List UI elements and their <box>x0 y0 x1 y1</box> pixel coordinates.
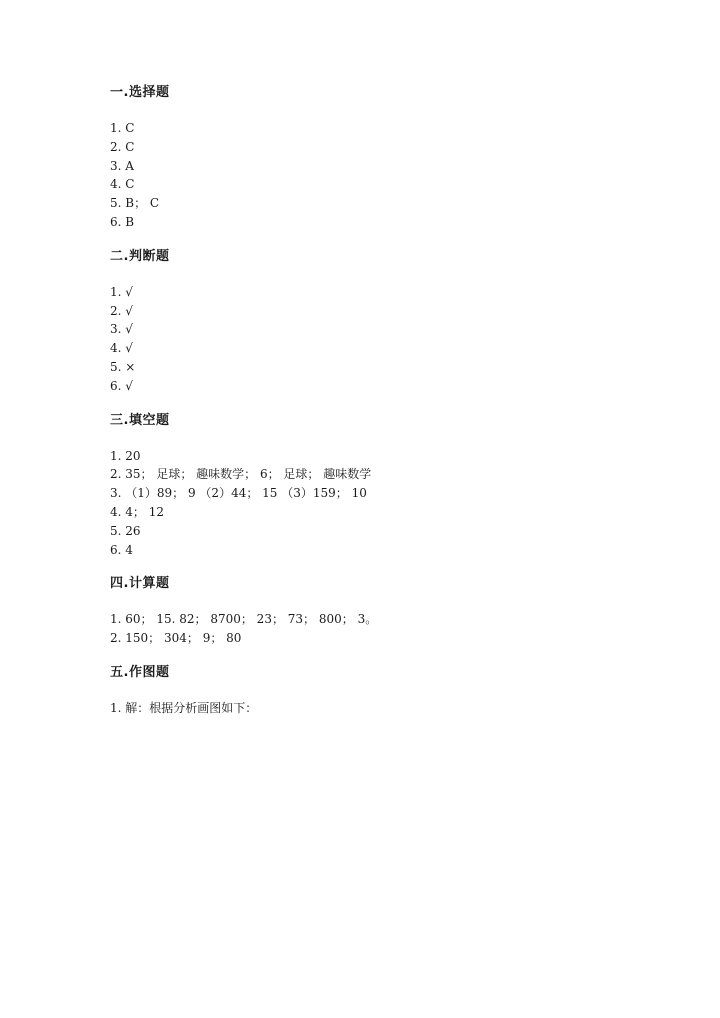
answer-list <box>110 699 670 718</box>
section-title: 五.作图题 <box>110 664 170 680</box>
answer-item: 3. √ <box>110 322 133 337</box>
section-calculation <box>110 575 670 648</box>
answer-item: 4. √ <box>110 341 133 356</box>
answer-item: 4. C <box>110 177 135 192</box>
section-multiple-choice <box>110 84 670 232</box>
answer-item: 3. A <box>110 158 134 173</box>
answer-item: 5. × <box>110 359 136 374</box>
section-true-false <box>110 248 670 396</box>
section-title: 二.判断题 <box>110 248 170 264</box>
answer-item: 2. 150； 304； 9； 80 <box>110 631 242 646</box>
section-drawing <box>110 664 670 718</box>
answer-item: 6. B <box>110 214 135 229</box>
section-title: 一.选择题 <box>110 85 170 100</box>
answer-item: 2. C <box>110 139 135 154</box>
answer-item: 3. （1）89； 9 （2）44； 15 （3）159； 10 <box>110 486 367 501</box>
answer-item: 4. 4； 12 <box>110 504 164 519</box>
answer-list <box>110 283 670 396</box>
answer-list <box>110 119 670 232</box>
answer-item: 1. 解：根据分析画图如下： <box>110 700 258 715</box>
answer-item: 1. 20 <box>110 448 141 463</box>
section-title: 三.填空题 <box>110 412 170 428</box>
answer-item: 2. √ <box>110 303 133 318</box>
answer-item: 5. 26 <box>110 523 141 538</box>
section-fill-in-blank <box>110 412 670 560</box>
answer-sheet <box>110 84 670 734</box>
answer-item: 2. 35； 足球； 趣味数学； 6； 足球； 趣味数学 <box>110 467 372 482</box>
answer-item: 1. 60； 15. 82； 8700； 23； 73； 800； 3。 <box>110 612 378 627</box>
answer-item: 1. √ <box>110 284 133 299</box>
answer-list <box>110 447 670 560</box>
section-title: 四.计算题 <box>110 576 170 592</box>
answer-item: 6. √ <box>110 378 133 393</box>
answer-list <box>110 610 670 648</box>
answer-item: 1. C <box>110 121 135 135</box>
answer-item: 5. B； C <box>110 196 160 211</box>
answer-item: 6. 4 <box>110 542 133 557</box>
